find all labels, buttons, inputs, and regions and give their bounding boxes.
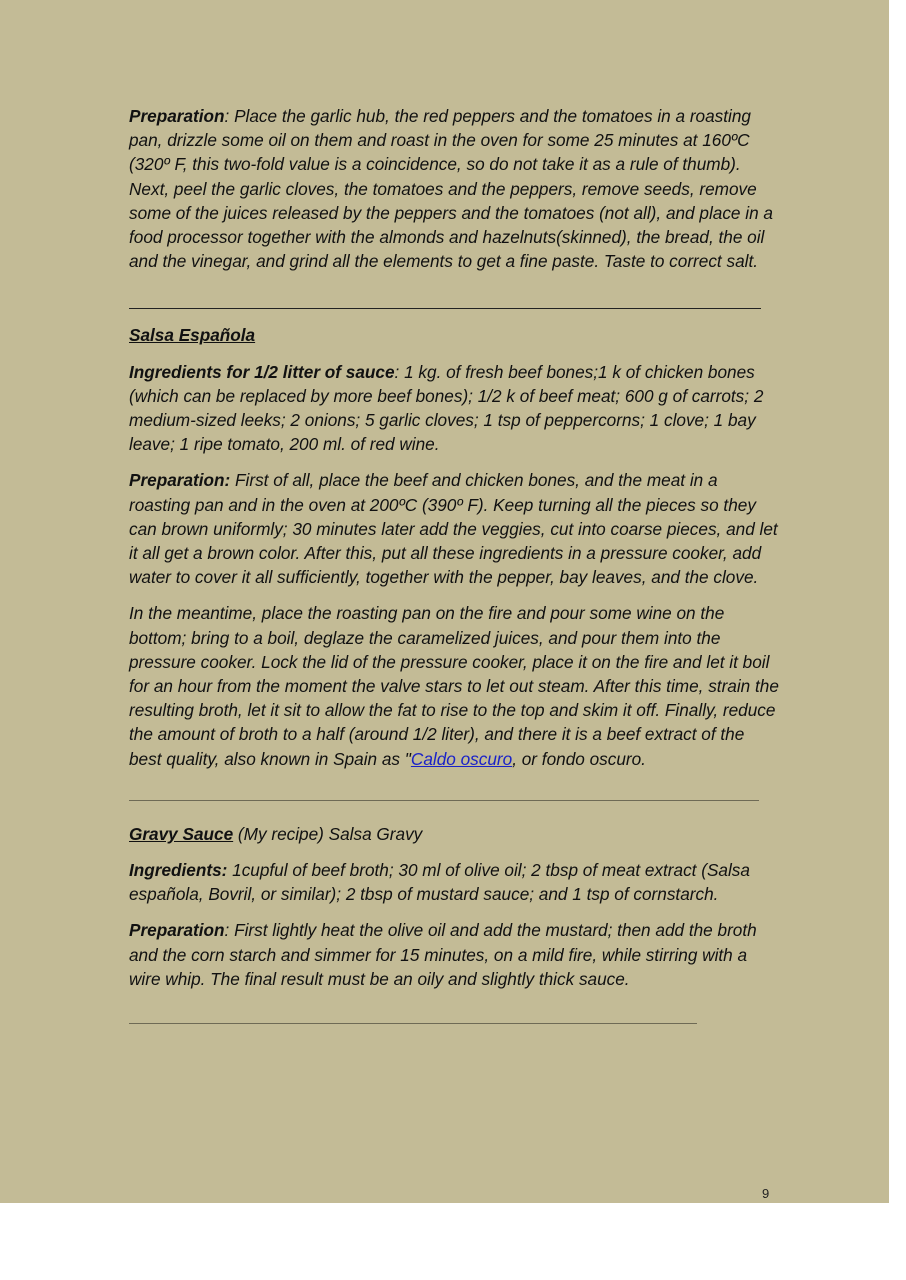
- caldo-oscuro-link[interactable]: Caldo oscuro: [410, 748, 513, 769]
- gravy-preparation-paragraph: [129, 918, 779, 991]
- section-divider: [129, 290, 761, 309]
- preparation-text: : Place the garlic hub, the red peppers and the tomatoes in a roasting pan, drizzle some oil on them and roast in the oven for some 25 minutes at 160ºC (320º F, this two-fold value is a coincidence, so do not take it as a rule of thumb). Next, peel the garlic cloves, the tomatoes and the peppers, remove seeds, remove some of the juices released by the peppers and the tomatoes (not all), and place in a food processor together with the almonds and hazelnuts(skinned), the bread, the oil and the vinegar, and grind all the elements to get a fine paste. Taste to correct salt.: [129, 106, 773, 272]
- continued-text: In the meantime, place the roasting pan on the fire and pour some wine on the bottom; bring to a boil, deglaze the caramelized juices, and pour them into the pressure cooker. Lock the lid of the pressure cooker, place it on the fire and let it boil for an hour from the moment the valve stars to let out steam. After this time, strain the resulting broth, let it sit to allow the fat to rise to the top and skim it off. Finally, reduce the amount of broth to a half (around 1/2 liter), and there it is a beef extract of the best quality, also known in Spain as ": [129, 603, 779, 769]
- preparation-text: First of all, place the beef and chicken bones, and the meat in a roasting pan and in the oven at 200ºC (390º F). Keep turning all the pieces so they can brown uniformly; 30 minutes later add the veggies, cut into coarse pieces, and let it all get a brown color. After this, put all these ingredients in a pressure cooker, add water to cover it all sufficiently, together with the pepper, bay leaves, and the clove.: [129, 470, 778, 588]
- section-divider: [129, 1009, 697, 1024]
- section-divider: [129, 790, 759, 801]
- ingredients-label: Ingredients:: [129, 860, 228, 881]
- romesco-preparation-paragraph: [129, 104, 779, 273]
- continued-tail-text: , or fondo oscuro.: [512, 748, 646, 769]
- gravy-subtitle: (My recipe) Salsa Gravy: [233, 823, 423, 844]
- salsa-espanola-continued-paragraph: [129, 601, 779, 770]
- salsa-espanola-preparation-paragraph: [129, 468, 779, 589]
- preparation-label: Preparation: [129, 920, 225, 941]
- page-number: 9: [762, 1186, 770, 1201]
- gravy-sauce-title: Gravy Sauce: [129, 823, 234, 844]
- salsa-espanola-title: Salsa Española: [129, 325, 256, 346]
- ingredients-label: Ingredients for 1/2 litter of sauce: [129, 361, 395, 382]
- section-title-paragraph: [129, 323, 779, 347]
- ingredients-text: 1cupful of beef broth; 30 ml of olive oil; 2 tbsp of meat extract (Salsa española, Bovril, or similar); 2 tbsp of mustard sauce; and 1 tsp of cornstarch.: [129, 860, 750, 905]
- page-content: [129, 104, 779, 1024]
- preparation-text: : First lightly heat the olive oil and add the mustard; then add the broth and the corn starch and simmer for 15 minutes, on a mild fire, while stirring with a wire whip. The final result must be an oily and slightly thick sauce.: [129, 920, 757, 989]
- gravy-ingredients-paragraph: [129, 858, 779, 906]
- preparation-label: Preparation: [129, 106, 225, 126]
- salsa-espanola-ingredients-paragraph: [129, 360, 779, 457]
- gravy-title-paragraph: [129, 822, 779, 846]
- preparation-label: Preparation:: [129, 470, 231, 491]
- ingredients-text: : 1 kg. of fresh beef bones;1 k of chicken bones (which can be replaced by more beef bones); 1/2 k of beef meat; 600 g of carrots; 2 medium-sized leeks; 2 onions; 5 garlic cloves; 1 tsp of peppercorns; 1 clove; 1 bay leave; 1 ripe tomato, 200 ml. of red wine.: [129, 361, 764, 455]
